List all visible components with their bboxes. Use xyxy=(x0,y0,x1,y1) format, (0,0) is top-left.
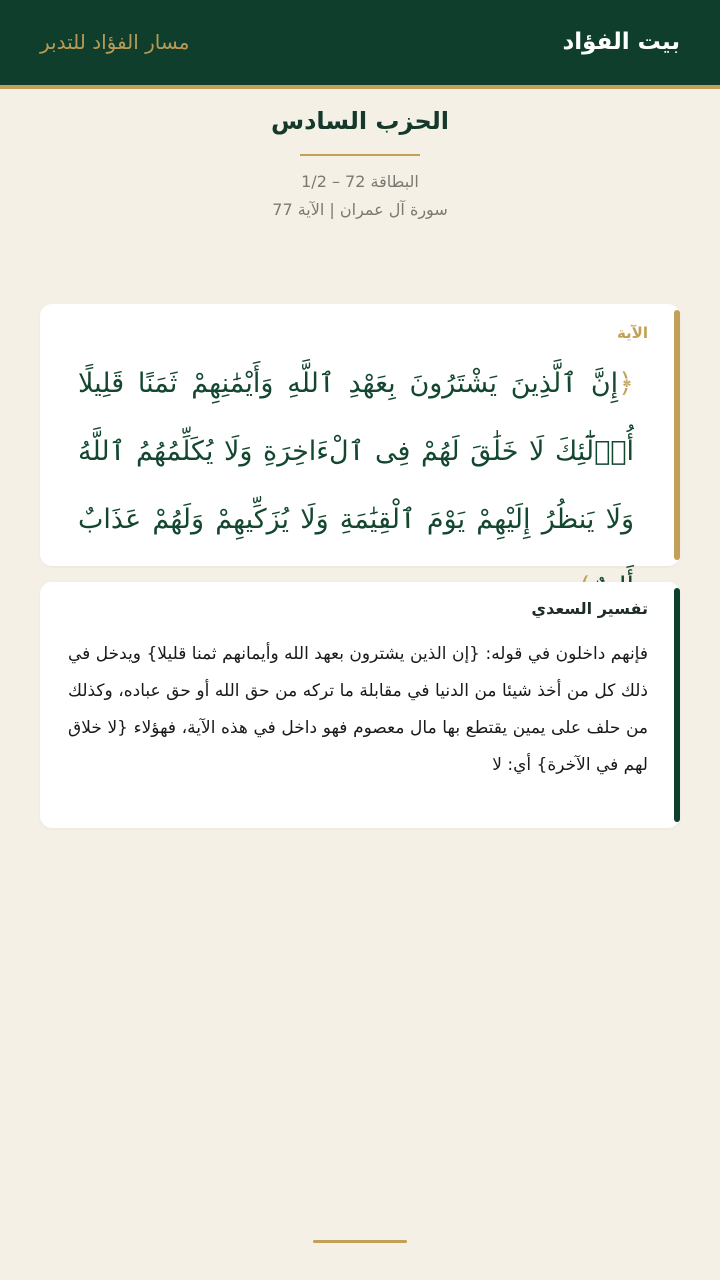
home-indicator[interactable] xyxy=(313,1240,407,1243)
ayah-text: إِنَّ ٱلَّذِينَ يَشْتَرُونَ بِعَهْدِ ٱللَّهِ وَأَيْمَٰنِهِمْ ثَمَنًا قَلِيلًا أُو۟لَٰٓئِكَ لَا خَلَٰقَ لَهُمْ فِى ٱلْءَاخِرَةِ وَلَا يُكَلِّمُهُمُ ٱللَّهُ وَلَا يَنظُرُ إِلَيْهِمْ يَوْمَ ٱلْقِيَٰمَةِ وَلَا يُزَكِّيهِمْ وَلَهُمْ عَذَابٌ xyxy=(78,368,634,535)
app-tagline[interactable]: مسار الفؤاد للتدبر xyxy=(40,30,190,54)
title-divider xyxy=(300,154,420,156)
page-title: الحزب السادس xyxy=(270,107,450,135)
app-brand[interactable]: بيت الفؤاد xyxy=(562,29,680,55)
ayah-section-label: الآية xyxy=(616,324,648,342)
app-header xyxy=(0,0,720,89)
tafsir-text: فإنهم داخلون في قوله: {إن الذين يشترون بعهد الله وأيمانهم ثمنا قليلا} ويدخل في ذلك كل من أخذ شيئا من الدنيا في مقابلة ما تركه من حق الله أو حق عباده، وكذلك من حلف على يمين يقتطع بها مال معصوم فهو داخل في هذه الآية، فهؤلاء {لا خلاق لهم في الآخرة} أي: لا xyxy=(68,644,648,775)
tafsir-section-label: تفسير السعدي xyxy=(531,599,648,618)
tafsir-card[interactable] xyxy=(40,582,680,828)
tafsir-accent-bar xyxy=(674,588,680,822)
ayah-open-ornament: ﴿ xyxy=(618,368,634,399)
surah-reference: سورة آل عمران | الآية 77 xyxy=(272,200,448,219)
card-counter: البطاقة 72 – 1/2 xyxy=(301,172,419,191)
ayah-card[interactable] xyxy=(40,304,680,566)
ayah-accent-bar xyxy=(674,310,680,560)
